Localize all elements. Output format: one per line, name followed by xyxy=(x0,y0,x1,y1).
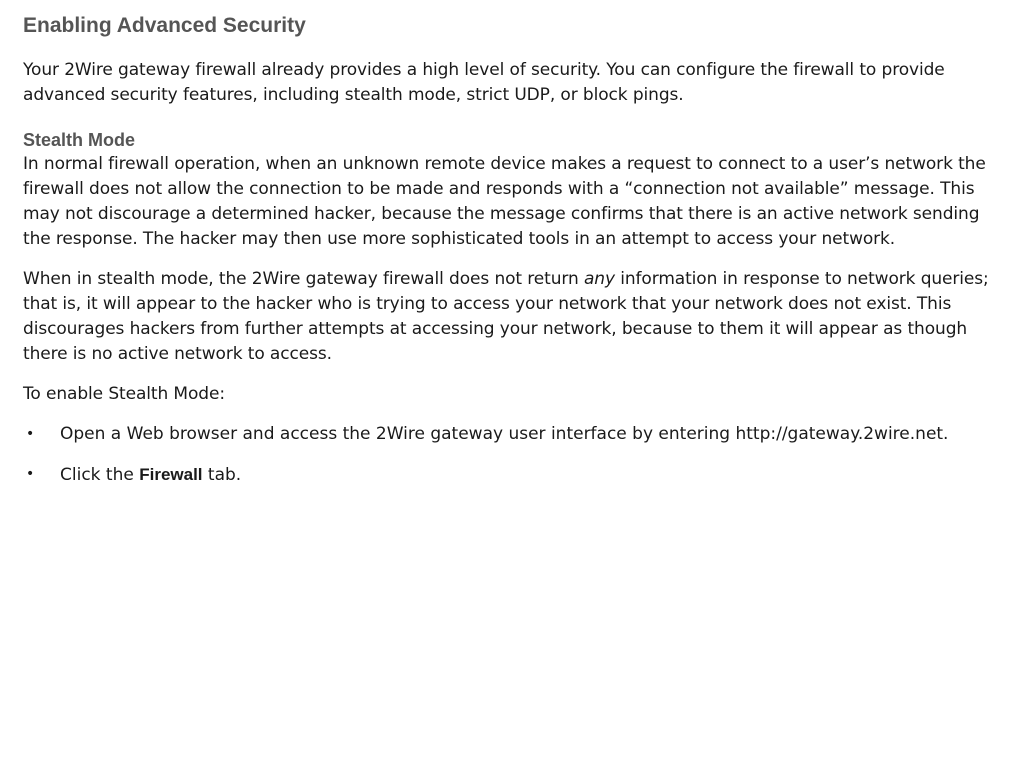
para2-emphasis: any xyxy=(583,269,615,289)
intro-paragraph: Your 2Wire gateway firewall already provides a high level of security. You can configure the firewall to provide advanced security features, including stealth mode, strict UDP, or block pings. xyxy=(23,60,945,105)
stealth-paragraph-2 xyxy=(23,267,1000,367)
stealth-paragraph-1: In normal firewall operation, when an unknown remote device makes a request to connect to a user’s network the firewall does not allow the connection to be made and responds with a “connection not available” message. This may not discourage a determined hacker, because the message confirms that there is an active network sending the response. The hacker may then use more sophisticated tools in an attempt to access your network. xyxy=(23,154,986,249)
stealth-mode-heading: Stealth Mode xyxy=(23,130,136,150)
step-2-text-before: Click the xyxy=(60,465,140,485)
bullet-icon: • xyxy=(26,426,35,442)
steps-list xyxy=(23,422,1000,488)
list-item xyxy=(23,462,1000,488)
step-2-text-after: tab. xyxy=(202,465,242,485)
step-1-text: Open a Web browser and access the 2Wire gateway user interface by entering http://gateway.2wire.net. xyxy=(60,424,949,444)
firewall-tab-label: Firewall xyxy=(139,465,203,484)
para2-text-after: information in response to network queries; that is, it will appear to the hacker who is trying to access your network that your network does not exist. This discourages hackers from further attempts at accessing your network, because to them it will appear as though there is no active network to access. xyxy=(23,269,989,364)
list-item xyxy=(23,422,1000,447)
enable-intro: To enable Stealth Mode: xyxy=(23,384,225,404)
para2-text-before: When in stealth mode, the 2Wire gateway firewall does not return xyxy=(23,269,584,289)
bullet-icon: • xyxy=(26,466,35,482)
page-title: Enabling Advanced Security xyxy=(23,14,306,37)
